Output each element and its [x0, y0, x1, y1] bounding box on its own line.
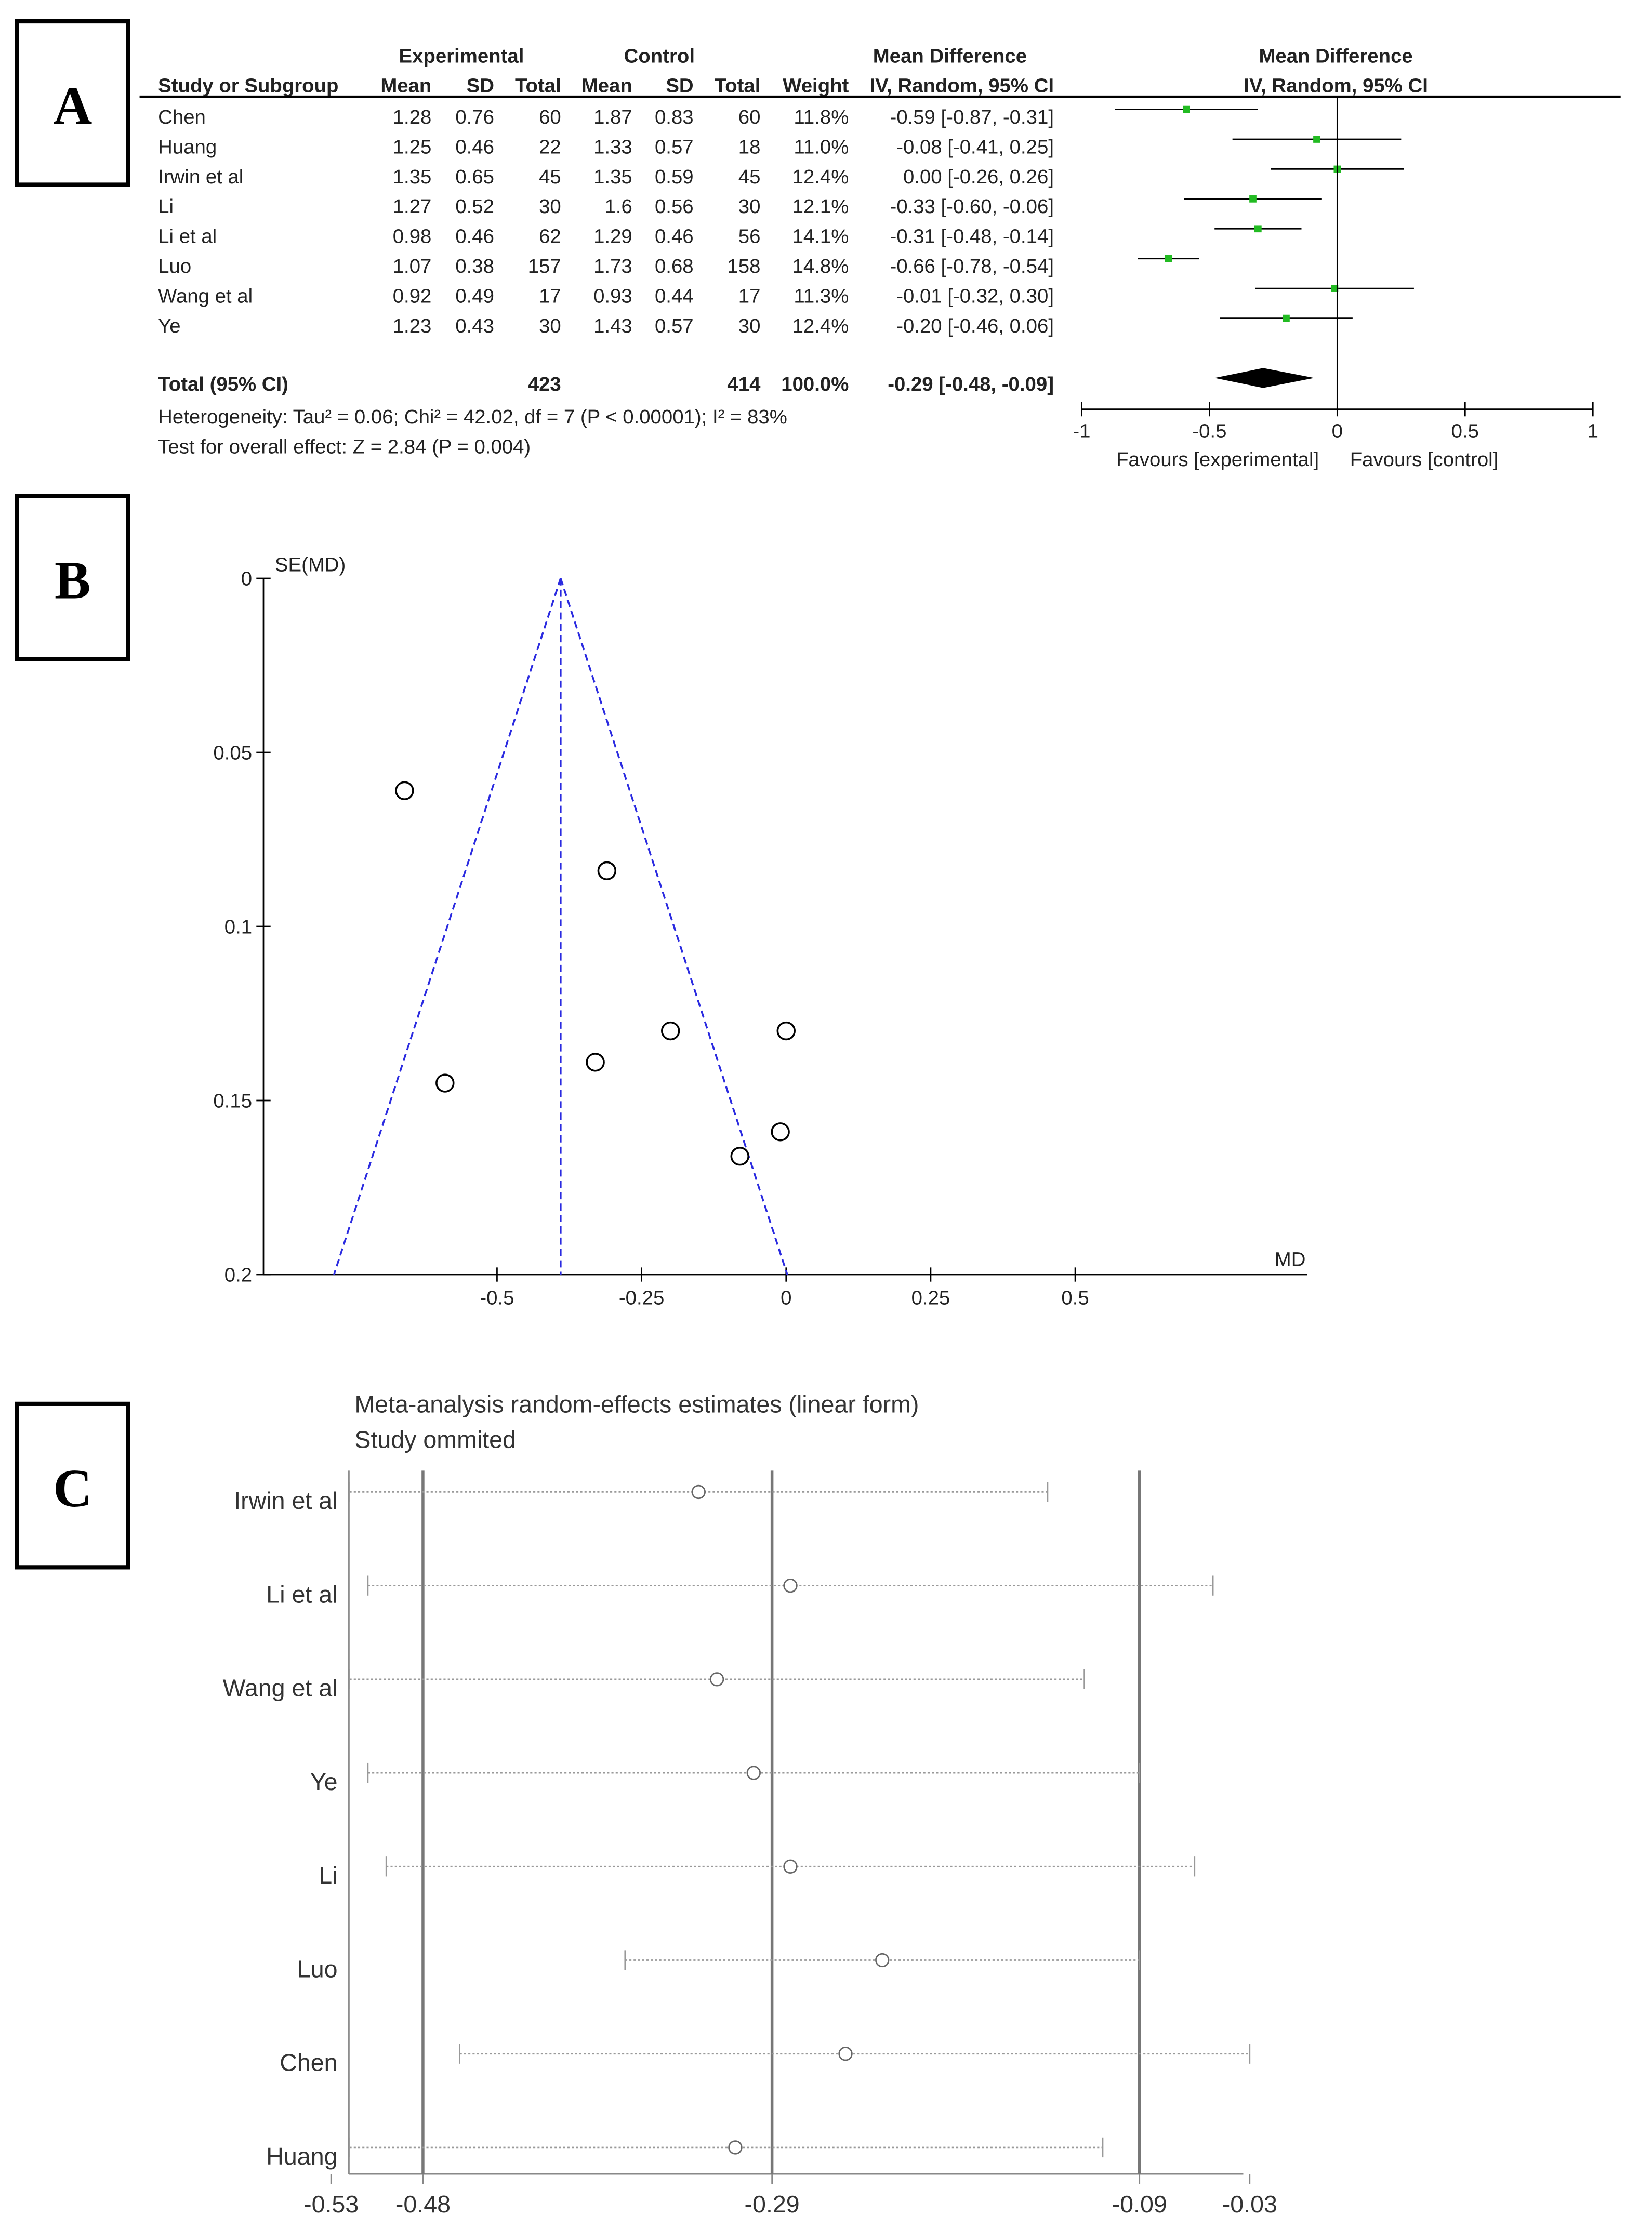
cell-e-mean: 1.27: [392, 195, 432, 218]
header-control: Control: [624, 45, 695, 68]
header-e-mean: Mean: [380, 74, 432, 97]
y-tick-label: 0: [241, 567, 253, 590]
cell-c-sd: 0.56: [654, 195, 694, 218]
y-tick-label: 0.05: [213, 741, 253, 764]
study-point: [437, 1075, 454, 1092]
table-row: [158, 136, 1401, 158]
cell-ci-text: -0.20 [-0.46, 0.06]: [896, 314, 1054, 337]
cell-e-total: 17: [539, 285, 561, 308]
cell-ci-text: -0.31 [-0.48, -0.14]: [890, 225, 1054, 248]
cell-ci-text: -0.08 [-0.41, 0.25]: [896, 136, 1054, 158]
cell-weight: 11.0%: [794, 136, 849, 158]
cell-c-sd: 0.68: [654, 255, 694, 278]
x-tick-label: -0.48: [395, 2190, 451, 2218]
cell-ci-text: 0.00 [-0.26, 0.26]: [903, 165, 1054, 188]
x-tick-label: -0.5: [480, 1287, 514, 1309]
effect-point: [1183, 106, 1190, 113]
cell-e-total: 62: [539, 225, 561, 248]
x-tick-label: 0.5: [1451, 420, 1479, 443]
header-study: Study or Subgroup: [158, 74, 339, 97]
cell-ci-text: -0.66 [-0.78, -0.54]: [890, 255, 1054, 278]
study-point: [662, 1023, 679, 1040]
x-tick-label: -0.09: [1112, 2190, 1167, 2218]
header-experimental: Experimental: [399, 45, 524, 68]
cell-weight: 12.4%: [792, 314, 849, 337]
header-c-mean: Mean: [581, 74, 632, 97]
x-tick-label: 1: [1587, 420, 1598, 443]
favours-experimental: Favours [experimental]: [1116, 448, 1319, 471]
header-method-plot: IV, Random, 95% CI: [1244, 74, 1428, 97]
cell-c-sd: 0.59: [654, 165, 694, 188]
total-weight: 100.0%: [781, 373, 849, 396]
header-c-sd: SD: [666, 74, 694, 97]
effect-point: [1165, 255, 1172, 262]
cell-e-sd: 0.46: [455, 225, 494, 248]
cell-e-total: 157: [527, 255, 561, 278]
total-label: Total (95% CI): [158, 373, 288, 396]
estimate-point: [729, 2141, 742, 2154]
x-tick-label: -0.03: [1222, 2190, 1277, 2218]
heterogeneity-text: Heterogeneity: Tau² = 0.06; Chi² = 42.02, df = 7 (P < 0.00001); I² = 83%: [158, 405, 787, 428]
funnel-ylabel: SE(MD): [274, 553, 346, 576]
table-row: [158, 255, 1199, 277]
table-row: [158, 195, 1322, 218]
cell-ci-text: -0.01 [-0.32, 0.30]: [896, 285, 1054, 308]
cell-c-total: 18: [738, 136, 761, 158]
cell-e-total: 45: [539, 165, 561, 188]
table-row: [158, 225, 1301, 247]
cell-c-total: 30: [738, 195, 761, 218]
funnel-xlabel: MD: [1274, 1248, 1306, 1271]
table-row: [158, 106, 1258, 128]
cell-weight: 11.3%: [794, 285, 849, 308]
panel-label-b: [17, 496, 128, 659]
estimate-point: [784, 1860, 797, 1873]
study-point: [598, 862, 615, 879]
x-tick-label: 0: [1331, 420, 1343, 443]
omitted-study-row: [319, 1856, 1195, 1889]
cell-weight: 14.8%: [792, 255, 849, 278]
cell-c-mean: 1.35: [593, 165, 632, 188]
effect-point: [1254, 225, 1262, 232]
x-tick-label: 0: [781, 1287, 792, 1309]
omitted-study-row: [266, 2138, 1103, 2170]
cell-c-mean: 0.93: [593, 285, 632, 308]
table-row: [158, 166, 1404, 188]
cell-c-sd: 0.57: [654, 136, 694, 158]
omitted-study-row: [266, 1576, 1213, 1608]
omitted-study-row: [280, 2044, 1250, 2076]
study-label: Ye: [310, 1768, 338, 1795]
cell-e-mean: 1.23: [392, 314, 432, 337]
header-c-total: Total: [714, 74, 761, 97]
header-method: IV, Random, 95% CI: [869, 74, 1054, 97]
forest-total-row: [158, 373, 1054, 458]
study-point: [396, 782, 413, 799]
y-tick-label: 0.2: [224, 1264, 253, 1287]
study-label: Wang et al: [222, 1674, 338, 1702]
study-point: [772, 1123, 789, 1140]
favours-control: Favours [control]: [1350, 448, 1499, 471]
cell-e-sd: 0.76: [455, 105, 494, 128]
estimate-point: [876, 1954, 889, 1967]
cell-c-sd: 0.57: [654, 314, 694, 337]
x-tick-label: 0.25: [911, 1287, 950, 1309]
x-tick-label: -0.5: [1192, 420, 1227, 443]
cell-e-sd: 0.65: [455, 165, 494, 188]
cell-c-mean: 1.29: [593, 225, 632, 248]
cell-c-total: 60: [738, 105, 761, 128]
forest-axis: [1073, 97, 1598, 471]
estimate-point: [839, 2047, 852, 2060]
cell-e-mean: 0.98: [392, 225, 432, 248]
funnel-left-limit: [334, 578, 561, 1275]
cell-e-total: 60: [539, 105, 561, 128]
total-e: 423: [527, 373, 561, 396]
header-mean-difference: Mean Difference: [873, 45, 1027, 68]
omitted-study-row: [223, 1669, 1085, 1702]
cell-study: Chen: [158, 105, 206, 128]
study-point: [587, 1054, 604, 1071]
cell-e-mean: 1.35: [392, 165, 432, 188]
x-tick-label: -1: [1073, 420, 1091, 443]
cell-c-sd: 0.44: [654, 285, 694, 308]
study-point: [731, 1148, 748, 1165]
cell-study: Li et al: [158, 225, 217, 248]
omitted-study-row: [234, 1482, 1048, 1514]
cell-weight: 14.1%: [792, 225, 849, 248]
cell-weight: 11.8%: [794, 105, 849, 128]
sensitivity-title: Meta-analysis random-effects estimates (linear form): [354, 1390, 919, 1418]
cell-e-sd: 0.52: [455, 195, 494, 218]
forest-table-header: [140, 45, 1621, 97]
cell-c-mean: 1.73: [593, 255, 632, 278]
cell-study: Wang et al: [158, 285, 253, 308]
funnel-plot: [213, 553, 1307, 1309]
cell-study: Luo: [158, 255, 192, 278]
sensitivity-subtitle: Study ommited: [354, 1426, 516, 1453]
effect-point: [1313, 136, 1320, 143]
cell-e-sd: 0.46: [455, 136, 494, 158]
cell-c-mean: 1.87: [593, 105, 632, 128]
y-tick-label: 0.1: [224, 916, 253, 938]
cell-e-mean: 1.07: [392, 255, 432, 278]
funnel-right-limit: [561, 578, 787, 1275]
cell-c-total: 158: [727, 255, 761, 278]
study-label: Chen: [280, 2049, 338, 2076]
effect-point: [1283, 315, 1290, 322]
cell-c-sd: 0.83: [654, 105, 694, 128]
omitted-study-row: [310, 1763, 1140, 1795]
panel-letter: C: [53, 1457, 92, 1518]
header-mean-difference-plot: Mean Difference: [1259, 45, 1413, 68]
cell-c-mean: 1.43: [593, 314, 632, 337]
cell-study: Irwin et al: [158, 165, 244, 188]
header-weight: Weight: [783, 74, 849, 97]
table-row: [158, 285, 1414, 307]
cell-study: Ye: [158, 314, 181, 337]
sensitivity-plot: [223, 1390, 1277, 2218]
cell-weight: 12.4%: [792, 165, 849, 188]
panel-label-c: [17, 1404, 128, 1567]
estimate-point: [710, 1673, 723, 1686]
study-label: Li: [319, 1862, 338, 1889]
cell-ci-text: -0.59 [-0.87, -0.31]: [890, 105, 1054, 128]
cell-weight: 12.1%: [792, 195, 849, 218]
overall-effect-text: Test for overall effect: Z = 2.84 (P = 0.004): [158, 435, 531, 458]
cell-e-total: 22: [539, 136, 561, 158]
x-tick-label: -0.53: [303, 2190, 359, 2218]
panel-label-a: [17, 21, 128, 184]
estimate-point: [692, 1486, 705, 1498]
cell-e-sd: 0.43: [455, 314, 494, 337]
header-e-sd: SD: [466, 74, 494, 97]
study-point: [777, 1023, 795, 1040]
effect-point: [1249, 195, 1257, 203]
cell-e-total: 30: [539, 314, 561, 337]
cell-e-mean: 0.92: [392, 285, 432, 308]
study-label: Li et al: [266, 1581, 338, 1608]
study-label: Irwin et al: [234, 1487, 338, 1515]
panel-letter: A: [53, 75, 92, 136]
cell-e-mean: 1.28: [392, 105, 432, 128]
cell-c-total: 30: [738, 314, 761, 337]
x-tick-label: 0.5: [1061, 1287, 1089, 1309]
study-label: Huang: [266, 2142, 338, 2170]
table-row: [158, 315, 1353, 337]
cell-c-total: 56: [738, 225, 761, 248]
cell-ci-text: -0.33 [-0.60, -0.06]: [890, 195, 1054, 218]
study-label: Luo: [297, 1955, 338, 1983]
cell-e-sd: 0.38: [455, 255, 494, 278]
cell-c-mean: 1.33: [593, 136, 632, 158]
cell-c-total: 17: [738, 285, 761, 308]
x-tick-label: -0.25: [618, 1287, 665, 1309]
cell-study: Huang: [158, 136, 217, 158]
cell-e-mean: 1.25: [392, 136, 432, 158]
cell-c-mean: 1.6: [604, 195, 632, 218]
estimate-point: [784, 1579, 797, 1592]
x-tick-label: -0.29: [744, 2190, 800, 2218]
pooled-diamond: [1214, 368, 1314, 388]
cell-e-sd: 0.49: [455, 285, 494, 308]
panel-letter: B: [55, 550, 91, 611]
y-tick-label: 0.15: [213, 1090, 253, 1112]
header-e-total: Total: [514, 74, 561, 97]
cell-c-total: 45: [738, 165, 761, 188]
cell-e-total: 30: [539, 195, 561, 218]
total-c: 414: [727, 373, 761, 396]
cell-c-sd: 0.46: [654, 225, 694, 248]
total-ci: -0.29 [-0.48, -0.09]: [888, 373, 1054, 396]
estimate-point: [747, 1767, 760, 1780]
forest-rows: [158, 106, 1414, 337]
cell-study: Li: [158, 195, 174, 218]
